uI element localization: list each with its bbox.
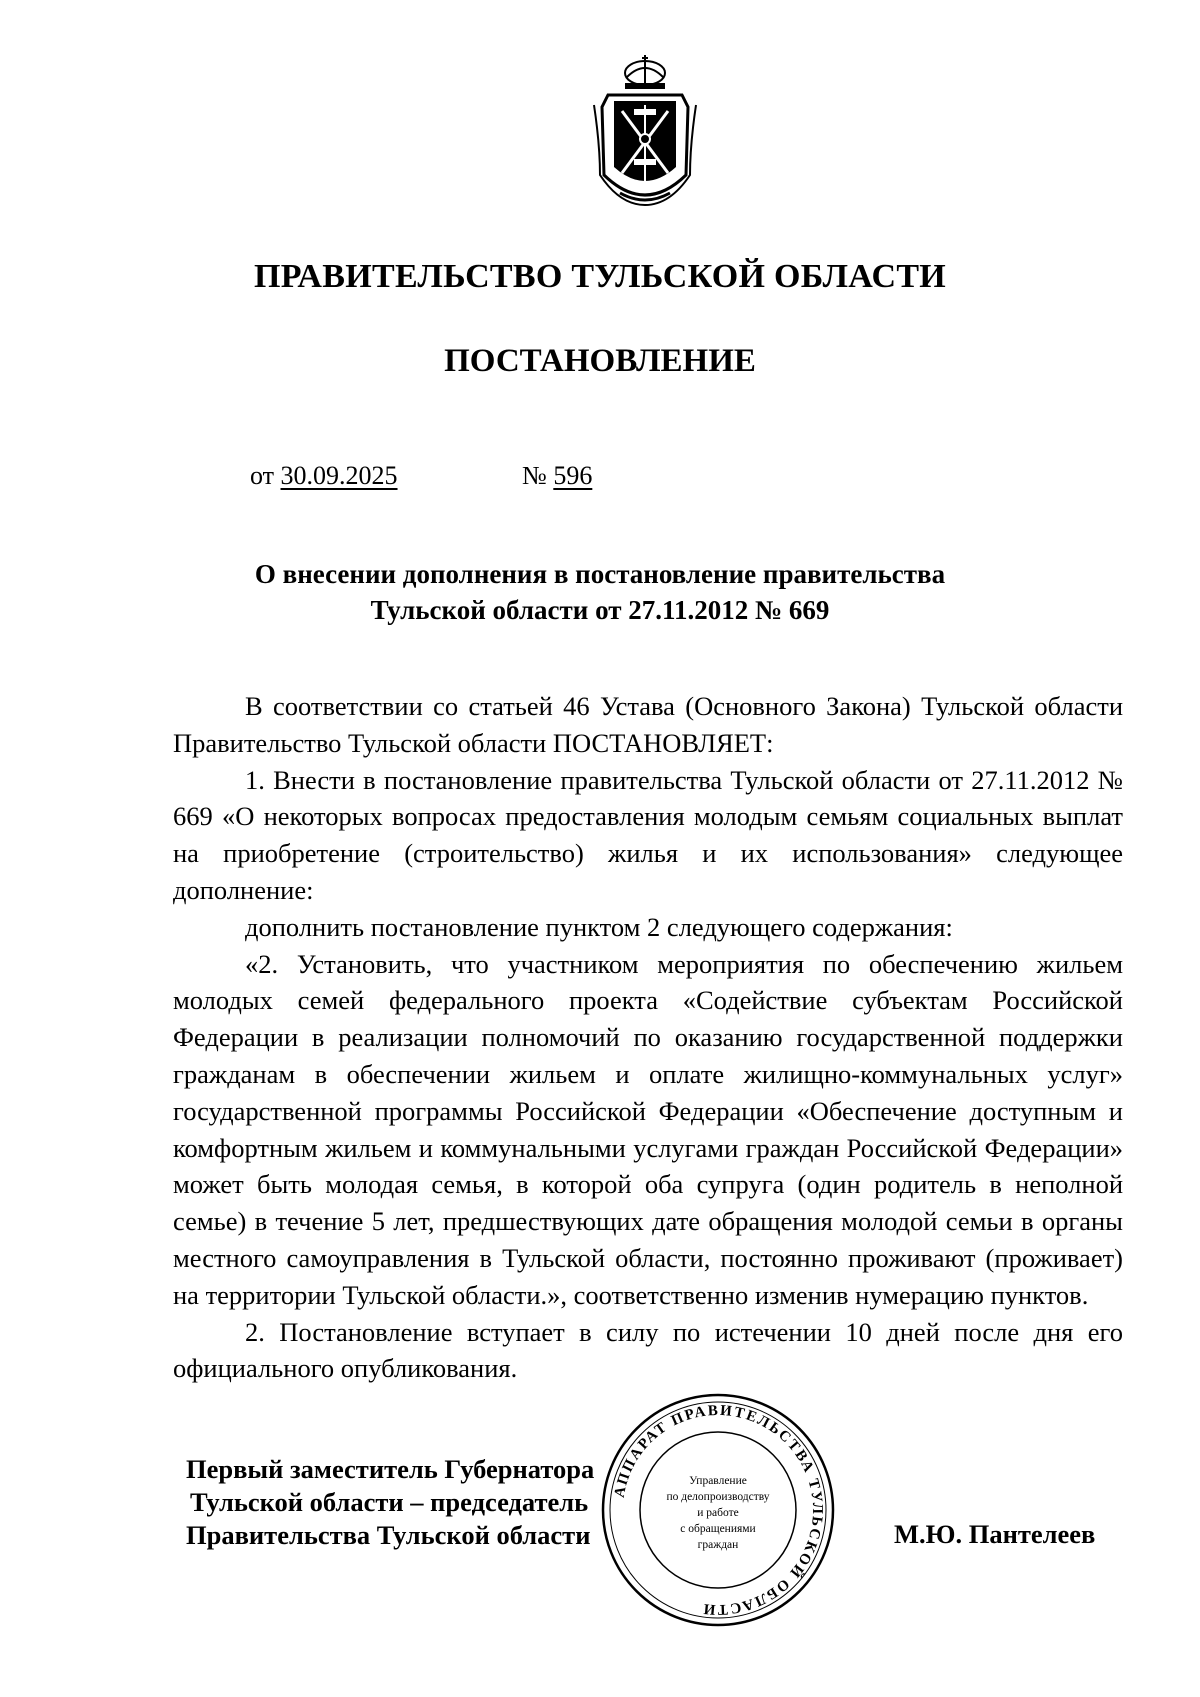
stamp-line-5: граждан [697, 1539, 739, 1551]
organization-title: ПРАВИТЕЛЬСТВО ТУЛЬСКОЙ ОБЛАСТИ [253, 258, 947, 295]
subject-line-1: О внесении дополнения в постановление правительства [254, 559, 946, 589]
coat-of-arms-icon [590, 55, 700, 210]
body-paragraph: дополнить постановление пунктом 2 следующего содержания: [245, 911, 953, 942]
document-subject [0, 556, 1200, 628]
stamp-line-1: Управление [689, 1475, 747, 1487]
document-body [173, 688, 1123, 1387]
number-prefix: № [522, 461, 554, 490]
stamp-line-4: с обращениями [680, 1523, 756, 1535]
stamp-ring-text: АППАРАТ ПРАВИТЕЛЬСТВА ТУЛЬСКОЙ ОБЛАСТИ [611, 1402, 826, 1618]
document-date [250, 461, 398, 491]
subject-line-2: Тульской области от 27.11.2012 № 669 [370, 595, 830, 625]
date-value: 30.09.2025 [280, 461, 398, 490]
date-prefix: от [250, 461, 281, 490]
position-line-3: Правительства Тульской области [186, 1520, 591, 1550]
number-value: 596 [553, 461, 593, 490]
body-paragraph: В соответствии со статьей 46 Устава (Основного Закона) Тульской области Правительство Тульской области ПОСТАНОВЛЯЕТ: [173, 691, 1123, 758]
body-paragraph: «2. Установить, что участником мероприятия по обеспечению жильем молодых семей федерального проекта «Содействие субъектам Российской Федерации в реализации полномочий по оказанию государственной поддержки гражданам в обеспечении жильем и оплате жилищно-коммунальных услуг» государственной программы Российской Федерации «Обеспечение доступным и комфортным жильем и коммунальными услугами граждан Российской Федерации» может быть молодая семья, в которой оба супруга (один родитель в неполной семье) в течение 5 лет, предшествующих дате обращения молодой семьи в органы местного самоуправления в Тульской области, постоянно проживают (проживает) на территории Тульской области.», соответственно изменив нумерацию пунктов. [173, 948, 1123, 1310]
signatory-name: М.Ю. Пантелеев [894, 1519, 1096, 1549]
document-type-title: ПОСТАНОВЛЕНИЕ [444, 343, 756, 379]
body-paragraph: 1. Внести в постановление правительства Тульской области от 27.11.2012 № 669 «О некоторых вопросах предоставления молодым семьям социальных выплат на приобретение (строительство) жилья и их использования» следующее дополнение: [173, 764, 1123, 905]
position-line-2: Тульской области – председатель [190, 1487, 589, 1517]
signatory-position [186, 1453, 594, 1552]
stamp-line-3: и работе [697, 1507, 739, 1519]
stamp-line-2: по делопроизводству [666, 1491, 770, 1503]
official-stamp-icon [598, 1390, 838, 1630]
body-paragraph: 2. Постановление вступает в силу по истечении 10 дней после дня его официального опубликования. [173, 1316, 1123, 1384]
document-number [522, 461, 592, 491]
position-line-1: Первый заместитель Губернатора [186, 1454, 595, 1484]
